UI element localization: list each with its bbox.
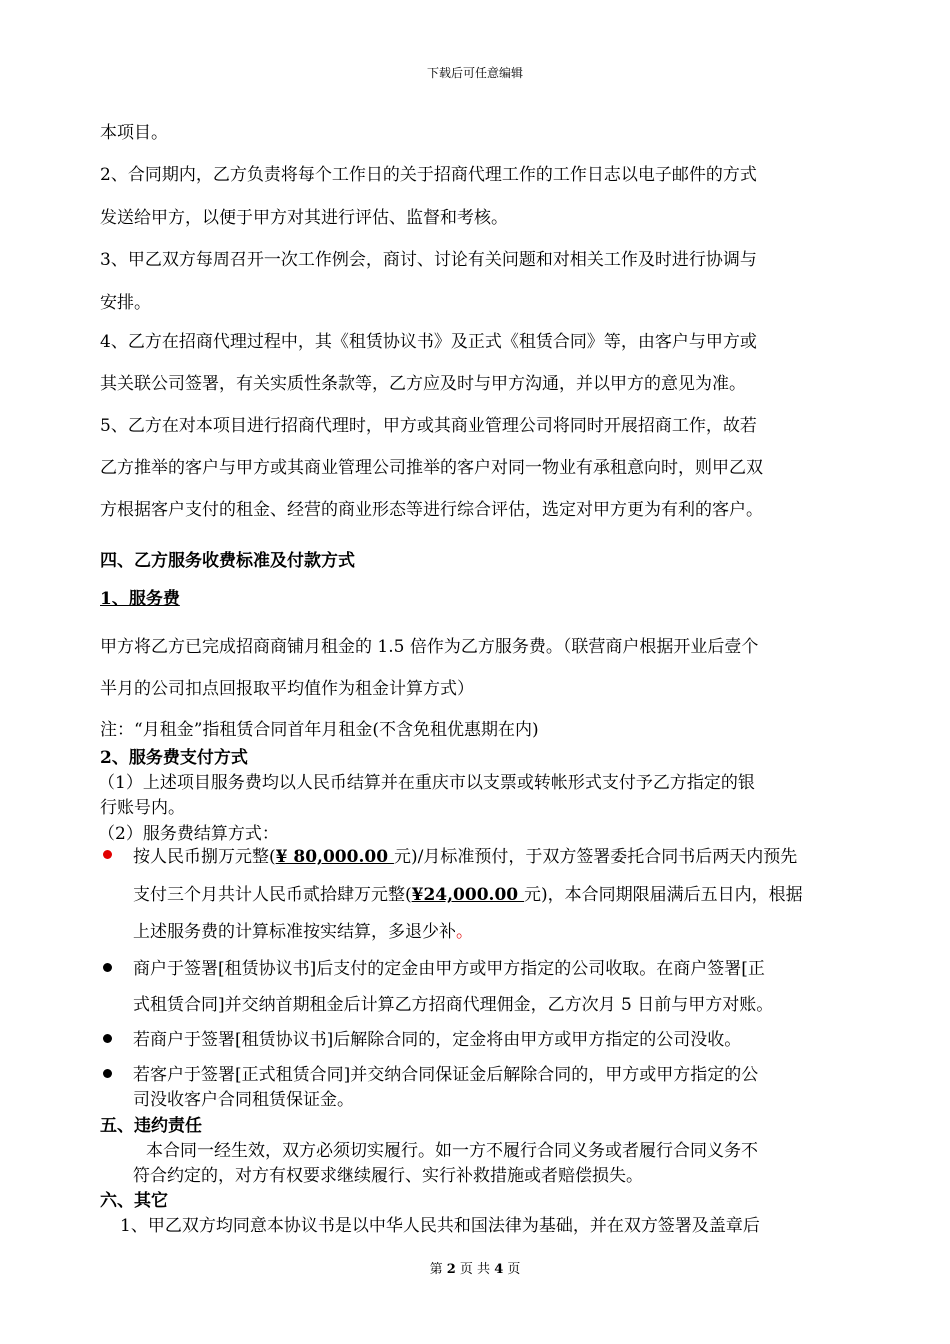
paragraph-line: 安排。 [100,293,151,313]
section-4-subtitle-payment-method: 2、服务费支付方式 [100,748,248,768]
bullet-text: 商户于签署[租赁协议书]后支付的定金由甲方或甲方指定的公司收取。在商户签署[正 [133,959,765,979]
bullet-text: 上述服务费的计算标准按实结算，多退少补。 [133,922,473,942]
bullet-text: 若客户于签署[正式租赁合同]并交纳合同保证金后解除合同的，甲方或甲方指定的公 [133,1065,759,1085]
page-footer: 第 2 页 共 4 页 [429,1262,521,1277]
bullet-text: 式租赁合同]并交纳首期租金后计算乙方招商代理佣金，乙方次月 5 日前与甲方对账。 [133,995,774,1015]
bullet-text: 若商户于签署[租赁协议书]后解除合同的，定金将由甲方或甲方指定的公司没收。 [133,1030,742,1050]
paragraph-line: 乙方推举的客户与甲方或其商业管理公司推举的客户对同一物业有承租意向时，则甲乙双 [100,458,763,478]
paragraph-line: 3、甲乙双方每周召开一次工作例会，商讨、讨论有关问题和对相关工作及时进行协调与 [100,250,757,270]
current-page: 2 [446,1262,456,1277]
section-5-title: 五、违约责任 [100,1116,202,1136]
bullet-text: 按人民币捌万元整(¥ 80,000.00 元)/月标准预付，于双方签署委托合同书后两天内预先 [133,847,798,867]
bullet-icon [103,963,112,972]
paragraph-line: 甲方将乙方已完成招商商铺月租金的 1.5 倍作为乙方服务费。（联营商户根据开业后壹个 [100,637,759,657]
bullet-icon [103,850,112,859]
paragraph-line: 半月的公司扣点回报取平均值作为租金计算方式） [100,679,474,699]
bullet-text: 支付三个月共计人民币贰拾肆万元整(¥24,000.00 元)，本合同期限届满后五日内，根据 [133,885,803,905]
paragraph-line: 本合同一经生效，双方必须切实履行。如一方不履行合同义务或者履行合同义务不 [146,1141,758,1161]
section-4-subtitle-service-fee: 1、服务费 [100,589,180,609]
list-item: （2）服务费结算方式： [98,824,279,844]
paragraph-line: 2、合同期内，乙方负责将每个工作日的关于招商代理工作的工作日志以电子邮件的方式 [100,165,757,185]
bullet-icon [103,1034,112,1043]
paragraph-line: 5、乙方在对本项目进行招商代理时，甲方或其商业管理公司将同时开展招商工作，故若 [100,416,757,436]
paragraph-line: 其关联公司签署，有关实质性条款等，乙方应及时与甲方沟通，并以甲方的意见为准。 [100,374,746,394]
bullet-text: 司没收客户合同租赁保证金。 [133,1090,354,1110]
note-line: 注：“月租金”指租赁合同首年月租金(不含免租优惠期在内) [100,720,539,740]
paragraph-line: 本项目。 [100,123,168,143]
total-pages: 4 [494,1262,504,1277]
paragraph-line: 1、甲乙双方均同意本协议书是以中华人民共和国法律为基础，并在双方签署及盖章后 [120,1216,760,1236]
paragraph-line: 符合约定的，对方有权要求继续履行、实行补救措施或者赔偿损失。 [133,1166,643,1186]
section-6-title: 六、其它 [100,1191,168,1211]
bullet-icon [103,1069,112,1078]
list-item: 行账号内。 [100,798,185,818]
page-header: 下载后可任意编辑 [426,66,523,80]
paragraph-line: 4、乙方在招商代理过程中，其《租赁协议书》及正式《租赁合同》等，由客户与甲方或 [100,332,757,352]
section-4-title: 四、乙方服务收费标准及付款方式 [100,551,355,571]
list-item: （1）上述项目服务费均以人民币结算并在重庆市以支票或转帐形式支付予乙方指定的银 [98,773,755,793]
paragraph-line: 发送给甲方，以便于甲方对其进行评估、监督和考核。 [100,208,508,228]
paragraph-line: 方根据客户支付的租金、经营的商业形态等进行综合评估，选定对甲方更为有利的客户。 [100,500,763,520]
